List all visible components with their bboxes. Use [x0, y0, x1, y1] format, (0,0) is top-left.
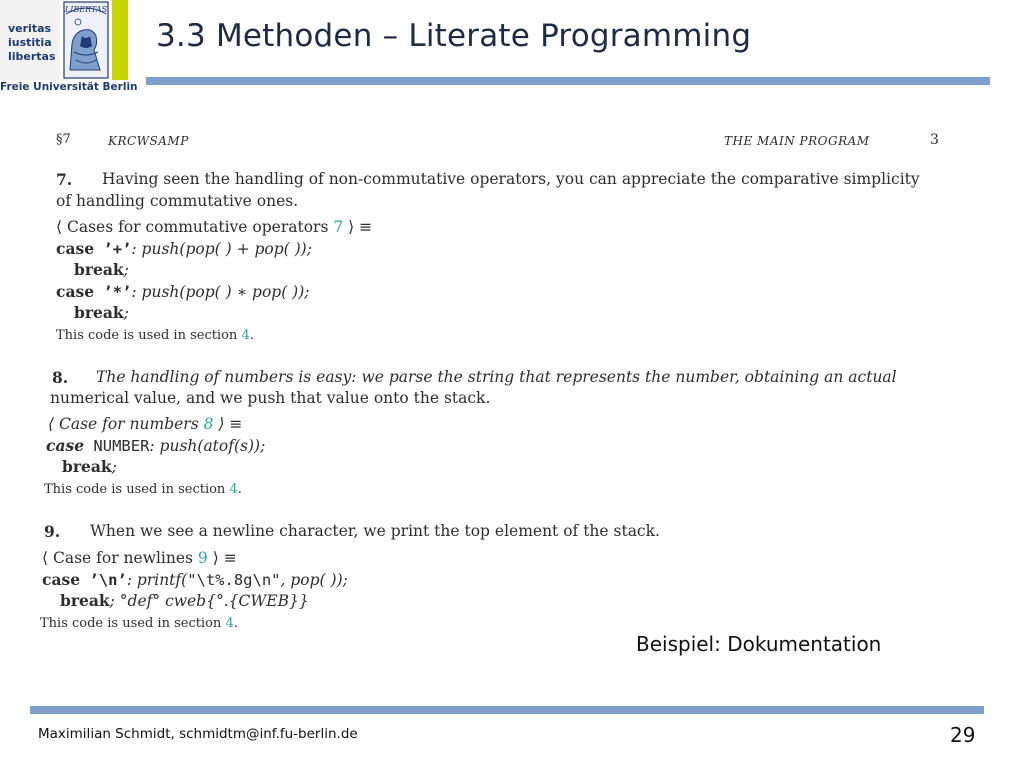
code-rest: : push(pop( ) + pop( )); — [131, 240, 312, 258]
code-rest: ; — [111, 458, 117, 476]
used-in-ref: 4 — [229, 482, 238, 497]
section-9-used-in — [40, 616, 238, 631]
cweb-document — [38, 124, 968, 644]
code-rest: ; — [123, 304, 129, 322]
code-rest: : push(atof(s)); — [149, 437, 266, 455]
used-in-ref: 4 — [225, 616, 234, 631]
module-open: ⟨ Case for numbers — [48, 415, 204, 433]
used-in-text: This code is used in section — [40, 616, 226, 631]
module-close: ⟩ ≡ — [343, 218, 373, 236]
section-8-number: 8. — [52, 368, 69, 387]
logo-motto — [8, 22, 56, 64]
section-9-text: When we see a newline character, we print the top element of the stack. — [90, 522, 660, 540]
module-open: ⟨ Cases for commutative operators — [56, 218, 334, 236]
svg-text:LIBERTAS: LIBERTAS — [64, 5, 108, 14]
section-9-number: 9. — [44, 522, 61, 541]
doc-header-page: 3 — [930, 132, 939, 148]
module-number: 9 — [197, 549, 208, 567]
seal-icon — [60, 0, 112, 80]
code-line — [42, 570, 348, 589]
module-close: ⟩ ≡ — [207, 549, 237, 567]
code-keyword: break — [74, 303, 124, 322]
code-keyword: case — [42, 570, 81, 589]
title-rule — [146, 77, 990, 85]
code-rest: , pop( )); — [280, 571, 348, 589]
logo-green-bar — [112, 0, 128, 80]
doc-header-section: §7 — [56, 132, 71, 147]
section-8-used-in — [44, 482, 242, 497]
used-in-text: This code is used in section — [56, 328, 242, 343]
used-in-text: This code is used in section — [44, 482, 230, 497]
doc-header-part: THE MAIN PROGRAM — [724, 134, 870, 148]
section-7-module-name — [56, 218, 372, 236]
used-in-suffix: . — [237, 482, 242, 497]
section-7-text-line1: Having seen the handling of non-commutative operators, you can appreciate the comparative simplicity — [102, 170, 920, 188]
logo-motto-line: iustitia — [8, 36, 52, 49]
code-line — [56, 282, 310, 301]
code-keyword: case — [46, 436, 85, 455]
code-line — [56, 239, 312, 258]
module-close: ⟩ ≡ — [213, 415, 243, 433]
module-number: 7 — [333, 218, 344, 236]
used-in-suffix: . — [249, 328, 254, 343]
code-keyword: break — [74, 260, 124, 279]
slide-caption: Beispiel: Dokumentation — [636, 632, 882, 656]
code-rest: ; — [123, 261, 129, 279]
doc-header-program: KRCWSAMP — [108, 134, 189, 148]
page-number: 29 — [950, 723, 976, 747]
logo-motto-line: veritas — [8, 22, 52, 35]
code-rest: : printf( — [126, 571, 188, 589]
code-keyword: break — [62, 457, 112, 476]
code-line — [62, 457, 117, 476]
code-rest: : push(pop( ) ∗ pop( )); — [131, 283, 310, 301]
slide-title: 3.3 Methoden – Literate Programming — [156, 18, 752, 54]
code-literal: ’*’ — [94, 283, 132, 301]
logo-seal — [60, 0, 112, 80]
code-rest: ; °def° cweb{°.{CWEB}} — [109, 592, 309, 610]
code-string: "\t%.8g\n" — [187, 571, 281, 589]
section-7-text-line2: of handling commutative ones. — [56, 192, 299, 210]
logo-university-name: Freie Universität Berlin — [0, 81, 138, 93]
section-8-text-line1: The handling of numbers is easy: we parse the string that represents the number, obtaining an actual — [96, 368, 897, 386]
code-literal: ’\n’ — [80, 571, 127, 589]
section-9-module-name — [42, 549, 237, 567]
module-number: 8 — [203, 415, 214, 433]
used-in-suffix: . — [233, 616, 238, 631]
section-8-module-name — [48, 415, 242, 433]
footer-rule — [30, 706, 984, 714]
code-keyword: break — [60, 591, 110, 610]
code-line — [74, 260, 129, 279]
code-line — [46, 436, 265, 455]
section-7-number: 7. — [56, 170, 73, 189]
section-8-text-line2: numerical value, and we push that value onto the stack. — [50, 389, 491, 407]
fu-berlin-logo — [0, 0, 138, 96]
code-literal: ’+’ — [94, 240, 132, 258]
code-literal: NUMBER — [84, 437, 150, 455]
module-open: ⟨ Case for newlines — [42, 549, 198, 567]
code-line — [74, 303, 129, 322]
code-line — [60, 591, 309, 610]
code-keyword: case — [56, 239, 95, 258]
logo-motto-line: libertas — [8, 50, 56, 63]
code-keyword: case — [56, 282, 95, 301]
section-7-used-in — [56, 328, 254, 343]
used-in-ref: 4 — [241, 328, 250, 343]
footer-author: Maximilian Schmidt, schmidtm@inf.fu-berlin.de — [38, 726, 358, 742]
